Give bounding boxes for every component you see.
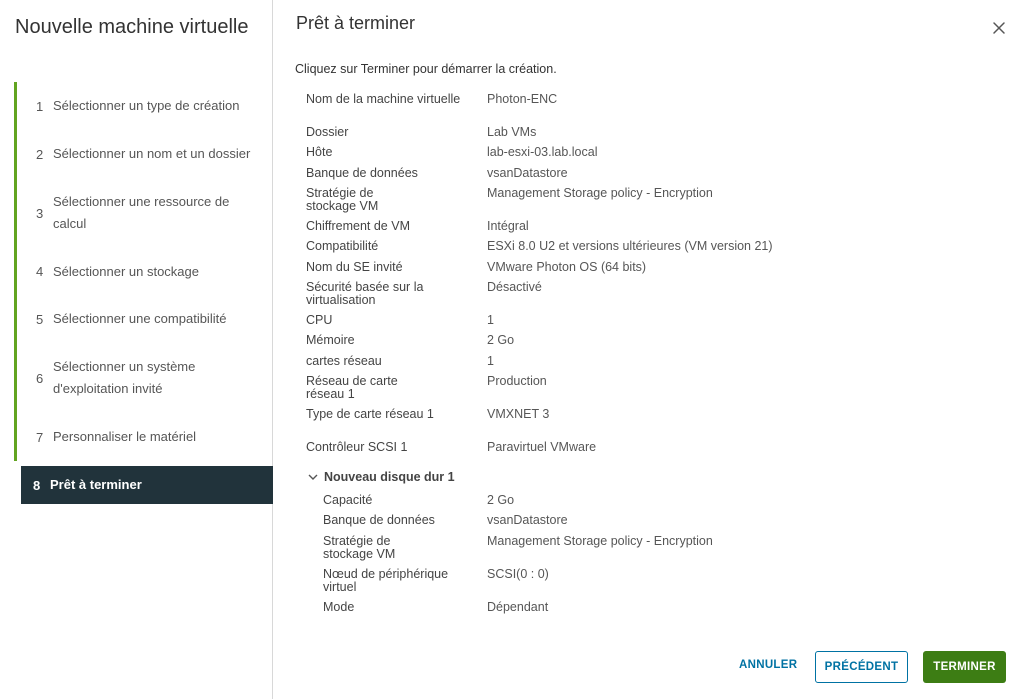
summary-row <box>306 334 996 347</box>
intro-text: Cliquez sur Terminer pour démarrer la création. <box>295 62 557 76</box>
step-label: Sélectionner une ressource de calcul <box>53 194 230 231</box>
disk-value: Dépendant <box>487 600 549 614</box>
step-number: 7 <box>36 429 44 445</box>
disk-section-toggle[interactable] <box>308 470 455 484</box>
step-label: Personnaliser le matériel <box>53 429 197 444</box>
summary-value: Paravirtuel VMware <box>487 440 597 454</box>
page-title: Prêt à terminer <box>296 13 416 33</box>
step-label: Prêt à terminer <box>50 477 142 492</box>
summary-key: Contrôleur SCSI 1 <box>306 440 408 454</box>
summary-row <box>306 441 996 454</box>
summary-row <box>306 187 996 213</box>
summary-value: vsanDatastore <box>487 166 568 180</box>
step-number: 6 <box>36 370 44 386</box>
summary-value: ESXi 8.0 U2 et versions ultérieures (VM version 21) <box>487 239 773 253</box>
summary-value: 1 <box>487 313 494 327</box>
disk-key: Stratégie de stockage VM <box>323 534 396 561</box>
summary-row <box>306 314 996 327</box>
cancel-button[interactable]: ANNULER <box>739 659 798 671</box>
step-label: Sélectionner un stockage <box>53 263 199 279</box>
summary-value: Lab VMs <box>487 125 537 139</box>
summary-row <box>306 261 996 274</box>
wizard-step-3[interactable] <box>14 178 273 248</box>
wizard-title: Nouvelle machine virtuelle <box>15 16 249 38</box>
disk-row <box>306 494 996 507</box>
wizard-step-6[interactable] <box>14 343 273 413</box>
disk-row <box>306 514 996 527</box>
summary-key: Hôte <box>306 145 333 159</box>
disk-row <box>306 535 996 561</box>
summary-row <box>306 167 996 180</box>
disk-value: vsanDatastore <box>487 513 568 527</box>
wizard-step-8-active[interactable] <box>21 466 273 504</box>
summary-value: lab-esxi-03.lab.local <box>487 145 598 159</box>
wizard-sidebar <box>0 0 273 699</box>
chevron-down-icon <box>308 473 318 481</box>
step-label: Sélectionner un système d'exploitation invité <box>53 359 196 396</box>
wizard-step-2[interactable] <box>14 130 273 178</box>
finish-button[interactable]: TERMINER <box>923 651 1006 683</box>
disk-value: Management Storage policy - Encryption <box>487 534 713 548</box>
step-label: Sélectionner une compatibilité <box>53 311 227 326</box>
summary-key: Compatibilité <box>306 239 379 253</box>
summary-key: Chiffrement de VM <box>306 219 410 233</box>
summary-row <box>306 126 996 139</box>
summary-key: Stratégie de stockage VM <box>306 186 379 213</box>
wizard-steps <box>14 82 273 504</box>
summary-key: Nom de la machine virtuelle <box>306 92 461 106</box>
summary-row <box>306 240 996 253</box>
disk-row <box>306 568 996 594</box>
summary-key: cartes réseau <box>306 354 382 368</box>
previous-button[interactable]: PRÉCÉDENT <box>815 651 908 683</box>
step-number: 4 <box>36 264 44 279</box>
step-number: 5 <box>36 311 44 327</box>
summary-row <box>306 220 996 233</box>
wizard-step-5[interactable] <box>14 295 273 343</box>
summary-value: Désactivé <box>487 280 542 294</box>
disk-section-title: Nouveau disque dur 1 <box>324 470 455 484</box>
close-icon <box>991 20 1007 36</box>
summary-value: Photon-ENC <box>487 92 558 106</box>
step-number: 8 <box>33 477 41 493</box>
summary-key: Dossier <box>306 125 349 139</box>
summary-key: Réseau de carte réseau 1 <box>306 374 398 401</box>
summary-row <box>306 93 996 106</box>
summary-key: Sécurité basée sur la virtualisation <box>306 280 424 307</box>
summary-row <box>306 408 996 421</box>
summary-value: Intégral <box>487 219 529 233</box>
summary-key: Type de carte réseau 1 <box>306 407 434 421</box>
disk-value: 2 Go <box>487 493 515 507</box>
summary-key: CPU <box>306 313 333 327</box>
disk-value: SCSI(0 : 0) <box>487 567 549 581</box>
step-number: 2 <box>36 146 44 162</box>
summary-value: Production <box>487 374 547 388</box>
summary-value: VMware Photon OS (64 bits) <box>487 260 647 274</box>
summary-row <box>306 146 996 159</box>
summary-row <box>306 355 996 368</box>
disk-row <box>306 601 996 614</box>
step-number: 3 <box>36 205 44 221</box>
summary-value: VMXNET 3 <box>487 407 550 421</box>
wizard-step-1[interactable] <box>14 82 273 130</box>
summary-row <box>306 375 996 401</box>
summary-row <box>306 281 996 307</box>
wizard-step-4[interactable] <box>14 248 273 295</box>
summary-value: 1 <box>487 354 494 368</box>
disk-key: Mode <box>323 600 355 614</box>
step-label: Sélectionner un type de création <box>53 98 240 113</box>
summary-value: 2 Go <box>487 333 515 347</box>
disk-key: Nœud de périphérique virtuel <box>323 567 449 594</box>
summary-key: Nom du SE invité <box>306 260 403 274</box>
summary-value: Management Storage policy - Encryption <box>487 186 713 200</box>
wizard-step-7[interactable] <box>14 413 273 461</box>
disk-key: Banque de données <box>323 513 435 527</box>
wizard-content <box>274 0 1023 699</box>
step-label: Sélectionner un nom et un dossier <box>53 146 251 161</box>
step-number: 1 <box>36 98 44 114</box>
summary-key: Banque de données <box>306 166 418 180</box>
close-button[interactable] <box>991 20 1007 36</box>
disk-key: Capacité <box>323 493 373 507</box>
summary-key: Mémoire <box>306 333 355 347</box>
